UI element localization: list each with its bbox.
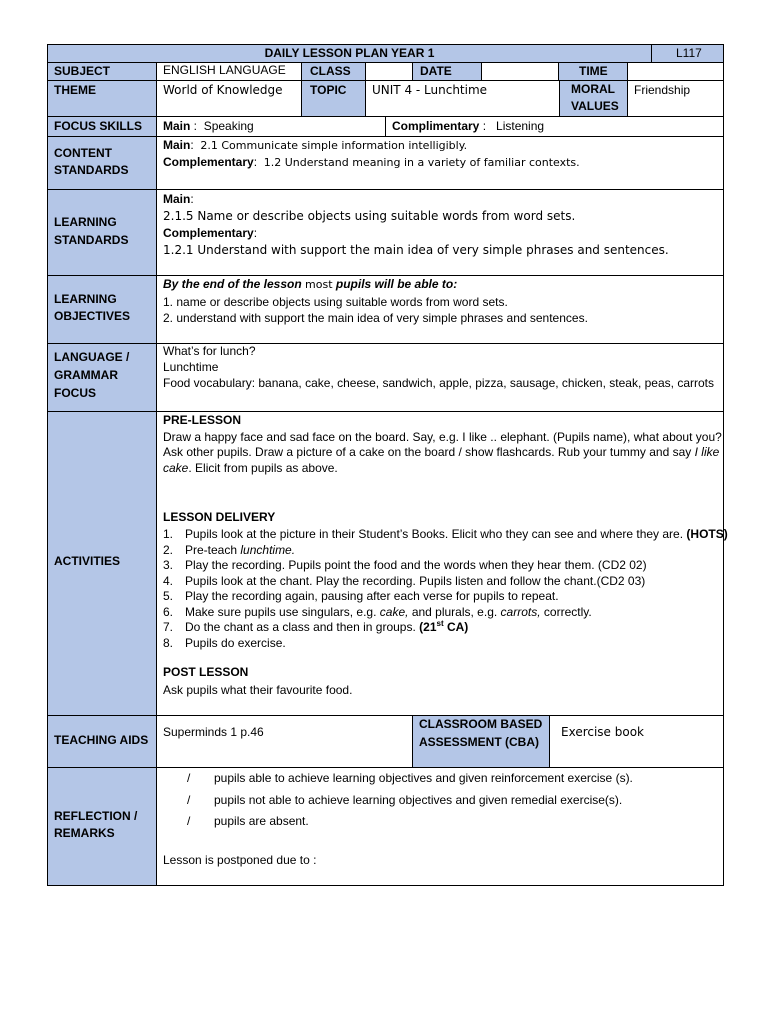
list-item: 4. Pupils look at the chant. Play the recording. Pupils listen and follow the chant.(CD2 03)	[163, 573, 646, 588]
lf-line-2: Lunchtime	[163, 360, 219, 374]
topic-label-cell	[301, 80, 366, 117]
content-comp: Complementary: 1.2 Understand meaning in a variety of familiar contexts.	[163, 155, 580, 169]
learning-objectives-cell	[156, 275, 724, 344]
content-comp-value: 1.2 Understand meaning in a variety of familiar contexts.	[263, 156, 580, 169]
activities-cell	[156, 411, 728, 716]
lf-line-3: Food vocabulary: banana, cake, cheese, sandwich, apple, pizza, sausage, chicken, steak, peas, carrots	[163, 376, 714, 390]
lesson-delivery-heading: LESSON DELIVERY	[163, 510, 276, 524]
reflection-mark-2: /	[187, 793, 191, 807]
post-line: Ask pupils what their favourite food.	[163, 683, 353, 697]
cba-label-1: CLASSROOM BASED	[419, 717, 543, 731]
learning-label: LEARNING	[54, 215, 117, 229]
pre-line-3: cake. Elicit from pupils as above.	[163, 461, 338, 475]
subject-label-cell	[47, 62, 157, 81]
topic-label: TOPIC	[310, 83, 347, 97]
class-label: CLASS	[310, 64, 351, 78]
subject-label: SUBJECT	[54, 64, 111, 78]
pre-line-2: Ask other pupils. Draw a picture of a cake on the board / show flashcards. Rub your tummy and say I like	[163, 445, 720, 459]
title-row	[47, 44, 652, 63]
moral-values-label-cell	[559, 80, 628, 117]
pre-lesson-heading: PRE-LESSON	[163, 413, 242, 427]
language-focus-label-cell	[47, 343, 157, 412]
reflection-mark-3: /	[187, 814, 191, 828]
lo-item-2: 2. understand with support the main idea of very simple phrases and sentences.	[163, 311, 588, 325]
reflection-line-3: pupils are absent.	[214, 814, 309, 828]
lo-item-1: 1. name or describe objects using suitable words from word sets.	[163, 295, 508, 309]
theme-label: THEME	[54, 83, 96, 97]
reflection-cell	[156, 767, 724, 886]
content-comp-label: Complementary	[163, 155, 254, 169]
focus-skills-label: FOCUS SKILLS	[54, 119, 143, 133]
ls-main-value: 2.1.5 Name or describe objects using suitable words from word sets.	[163, 209, 576, 223]
reflection-line-2: pupils not able to achieve learning objectives and given remedial exercise(s).	[214, 793, 623, 807]
date-label-cell	[412, 62, 482, 81]
lesson-code: L117	[676, 46, 702, 60]
focus-skills-label-cell	[47, 116, 157, 137]
content-main: Main: 2.1 Communicate simple information intelligibly.	[163, 138, 468, 152]
focus-main-cell	[156, 116, 386, 137]
language-focus-cell	[156, 343, 724, 412]
page-title: DAILY LESSON PLAN YEAR 1	[264, 46, 435, 60]
lesson-delivery-list	[163, 527, 728, 651]
objectives-label: OBJECTIVES	[54, 309, 131, 323]
list-item: 8. Pupils do exercise.	[163, 635, 286, 650]
focus-comp-cell	[385, 116, 724, 137]
focus-label: FOCUS	[54, 386, 96, 400]
activities-label-cell	[47, 411, 157, 716]
content-standards-cell	[156, 136, 724, 190]
subject-value-cell	[156, 62, 302, 81]
focus-main-label: Main	[163, 119, 191, 133]
content-main-value: 2.1 Communicate simple information intelligibly.	[200, 139, 468, 152]
list-item: 6. Make sure pupils use singulars, e.g. cake, and plurals, e.g. carrots, correctly.	[163, 604, 592, 619]
moral-label: MORAL	[571, 82, 615, 96]
focus-main: Main : Speaking	[163, 119, 254, 133]
focus-main-value: Speaking	[203, 119, 254, 133]
teaching-aids-label: TEACHING AIDS	[54, 733, 149, 747]
focus-comp-value: Listening	[496, 119, 545, 133]
list-item: 5. Play the recording again, pausing after each verse for pupils to repeat.	[163, 589, 559, 603]
theme-value: World of Knowledge	[163, 83, 283, 97]
moral-values-value-cell	[627, 80, 724, 117]
ls-main-label: Main:	[163, 192, 194, 206]
time-value-cell[interactable]	[627, 62, 724, 81]
moral-value: Friendship	[634, 83, 691, 97]
cba-label-cell	[412, 715, 550, 768]
language-label: LANGUAGE /	[54, 350, 130, 364]
standards-label-2: STANDARDS	[54, 233, 129, 247]
learning-standards-label-cell	[47, 189, 157, 276]
focus-comp-label: Complimentary	[392, 119, 480, 133]
class-value-cell[interactable]	[365, 62, 413, 81]
time-label-cell	[558, 62, 628, 81]
topic-value: UNIT 4 - Lunchtime	[372, 83, 488, 97]
list-item: 7. Do the chant as a class and then in groups. (21st CA)	[163, 619, 469, 634]
reflection-mark-1: /	[187, 771, 191, 785]
list-item: 1. Pupils look at the picture in their Student’s Books. Elicit who they can see and where they are. (HOTS)	[163, 527, 728, 541]
content-standards-label-cell	[47, 136, 157, 190]
content-label: CONTENT	[54, 146, 112, 160]
topic-value-cell	[365, 80, 560, 117]
teaching-aids-value-cell	[156, 715, 413, 768]
class-label-cell	[301, 62, 366, 81]
ls-comp-value: 1.2.1 Understand with support the main idea of very simple phrases and sentences.	[163, 243, 669, 257]
pre-line-1: Draw a happy face and sad face on the board. Say, e.g. I like .. elephant. (Pupils name), what about you?	[163, 430, 722, 444]
cba-value: Exercise book	[561, 725, 644, 739]
standards-label: STANDARDS	[54, 163, 129, 177]
values-label: VALUES	[571, 99, 619, 113]
grammar-label: GRAMMAR	[54, 368, 118, 382]
list-item: 2. Pre-teach lunchtime.	[163, 542, 296, 557]
remarks-label: REMARKS	[54, 826, 115, 840]
ls-comp-label: Complementary:	[163, 226, 258, 240]
theme-label-cell	[47, 80, 157, 117]
reflection-label-cell	[47, 767, 157, 886]
lf-line-1: What’s for lunch?	[163, 344, 256, 358]
teaching-aids-value: Superminds 1 p.46	[163, 725, 264, 739]
activities-label: ACTIVITIES	[54, 554, 121, 568]
learning-label-2: LEARNING	[54, 292, 117, 306]
reflection-label: REFLECTION /	[54, 809, 138, 823]
postponed-line: Lesson is postponed due to :	[163, 853, 317, 867]
cba-label-2: ASSESSMENT (CBA)	[419, 735, 540, 749]
cba-value-cell	[549, 715, 724, 768]
post-lesson-heading: POST LESSON	[163, 665, 249, 679]
reflection-line-1: pupils able to achieve learning objectives and given reinforcement exercise (s).	[214, 771, 633, 785]
date-value-cell[interactable]	[481, 62, 559, 81]
learning-standards-cell	[156, 189, 724, 276]
lesson-code-cell	[651, 44, 724, 63]
list-item: 3. Play the recording. Pupils point the food and the words when they hear them. (CD2 02)	[163, 558, 647, 572]
subject-value: ENGLISH LANGUAGE	[163, 63, 286, 77]
lo-intro: By the end of the lesson most pupils will be able to:	[163, 277, 458, 291]
time-label: TIME	[579, 64, 608, 78]
teaching-aids-label-cell	[47, 715, 157, 768]
theme-value-cell	[156, 80, 302, 117]
learning-objectives-label-cell	[47, 275, 157, 344]
content-main-label: Main	[163, 138, 191, 152]
date-label: DATE	[420, 64, 452, 78]
focus-comp: Complimentary : Listening	[392, 119, 545, 133]
